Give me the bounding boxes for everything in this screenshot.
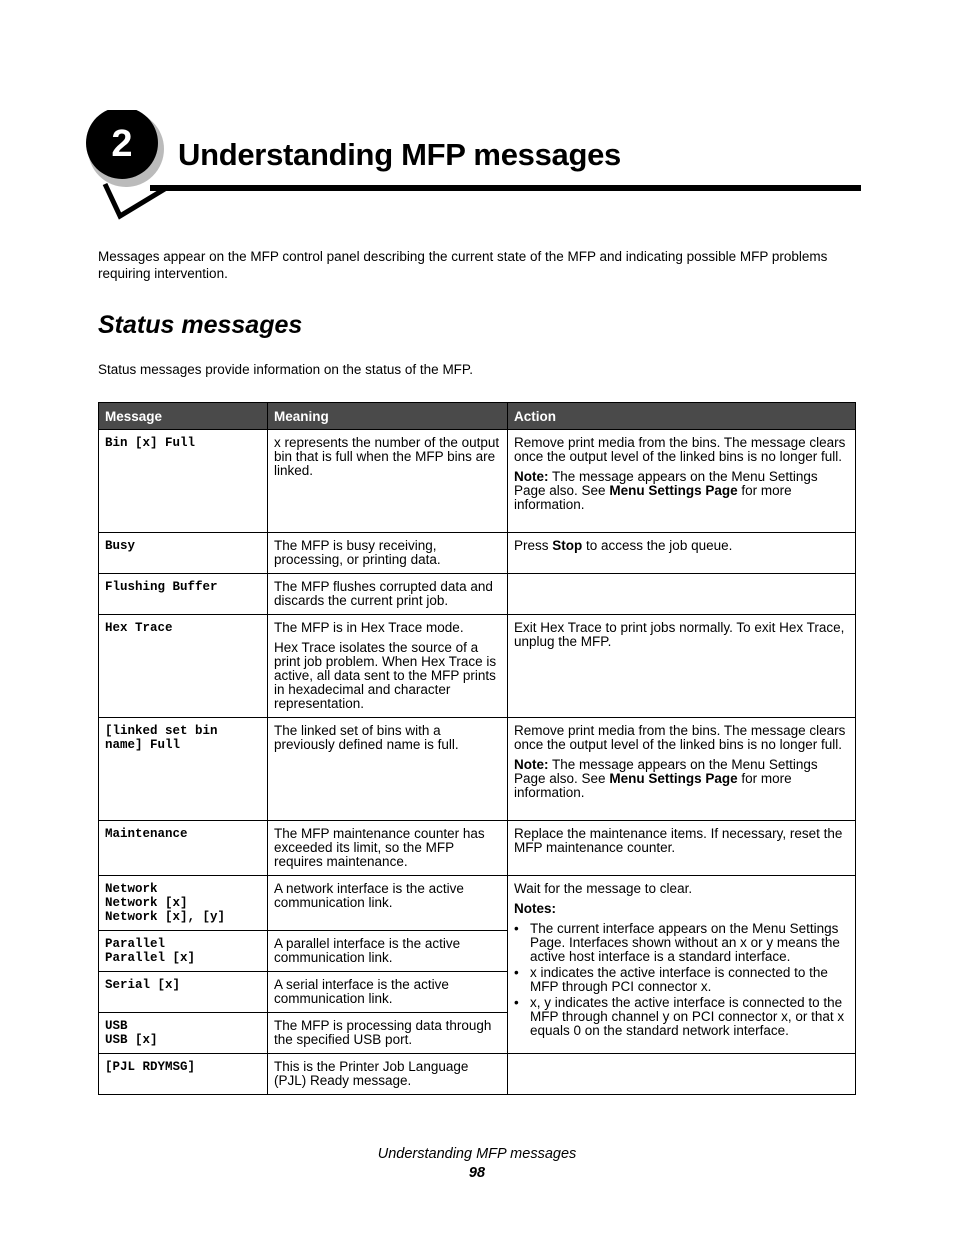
meaning-cell: The linked set of bins with a previously defined name is full.: [268, 718, 508, 821]
meaning-cell: A network interface is the active communication link.: [268, 876, 508, 931]
message-cell: Parallel Parallel [x]: [99, 931, 268, 972]
message-cell: Network Network [x] Network [x], [y]: [99, 876, 268, 931]
action-cell: [508, 574, 856, 615]
chapter-rule: [150, 185, 861, 191]
header-message: Message: [99, 403, 268, 430]
section-title: Status messages: [98, 311, 303, 339]
table-header-row: [99, 403, 856, 430]
action-cell: [508, 1054, 856, 1095]
meaning-cell: The MFP is processing data through the specified USB port.: [268, 1013, 508, 1054]
page-number: 98: [468, 1165, 486, 1181]
footer-title: Understanding MFP messages: [377, 1146, 577, 1162]
table-row: [99, 718, 856, 821]
message-cell: Serial [x]: [99, 972, 268, 1013]
action-cell: Remove print media from the bins. The message clears once the output level of the linked bins is no longer full. Note: The message appears on the Menu Settings Page also. See Menu Settings Page for more information.: [508, 430, 856, 533]
chapter-number-badge: [80, 110, 170, 220]
table-row: [99, 1054, 856, 1095]
message-cell: [linked set bin name] Full: [99, 718, 268, 821]
meaning-cell: The MFP maintenance counter has exceeded its limit, so the MFP requires maintenance.: [268, 821, 508, 876]
table-row: [99, 821, 856, 876]
list-item: • x, y indicates the active interface is connected to the MFP through channel y on PCI connector x, or that x equals 0 on the standard network interface.: [530, 996, 849, 1038]
header-action: Action: [508, 403, 856, 430]
list-item: • The current interface appears on the Menu Settings Page. Interfaces shown without an x or y means the active host interface is a standard interface.: [530, 922, 849, 964]
meaning-cell: This is the Printer Job Language (PJL) Ready message.: [268, 1054, 508, 1095]
notes-list: [514, 922, 849, 1038]
table-row: [99, 533, 856, 574]
message-cell: Flushing Buffer: [99, 574, 268, 615]
message-cell: Maintenance: [99, 821, 268, 876]
list-item: • x indicates the active interface is connected to the MFP through PCI connector x.: [530, 966, 849, 994]
section-intro: Status messages provide information on the status of the MFP.: [98, 362, 473, 377]
table-row: [99, 615, 856, 718]
header-meaning: Meaning: [268, 403, 508, 430]
meaning-cell: The MFP flushes corrupted data and discards the current print job.: [268, 574, 508, 615]
meaning-cell: A serial interface is the active communication link.: [268, 972, 508, 1013]
action-cell: Wait for the message to clear. Notes: • The current interface appears on the Menu Settings Page. Interfaces shown without an x or y means the active host interface is a standard interface. • x indicates the active interface is connected to the MFP through PCI connector x. • x, y indicates the active interface is connected to the MFP through channel y on PCI connector x, or that x equals 0 on the standard network interface.: [508, 876, 856, 1054]
chapter-number: 2: [111, 123, 133, 165]
table-row: [99, 876, 856, 931]
message-cell: [PJL RDYMSG]: [99, 1054, 268, 1095]
meaning-cell: A parallel interface is the active communication link.: [268, 931, 508, 972]
chapter-title: Understanding MFP messages: [178, 137, 621, 172]
message-cell: USB USB [x]: [99, 1013, 268, 1054]
intro-paragraph: Messages appear on the MFP control panel describing the current state of the MFP and indicating possible MFP problems requiring intervention.: [98, 249, 828, 281]
action-cell: Remove print media from the bins. The message clears once the output level of the linked bins is no longer full. Note: The message appears on the Menu Settings Page also. See Menu Settings Page for more information.: [508, 718, 856, 821]
action-cell: Press Stop to access the job queue.: [508, 533, 856, 574]
table-row: [99, 574, 856, 615]
table-row: [99, 430, 856, 533]
meaning-cell: x represents the number of the output bin that is full when the MFP bins are linked.: [268, 430, 508, 533]
message-cell: Hex Trace: [99, 615, 268, 718]
status-messages-table: [98, 402, 856, 1095]
message-cell: Bin [x] Full: [99, 430, 268, 533]
meaning-cell: The MFP is busy receiving, processing, or printing data.: [268, 533, 508, 574]
message-cell: Busy: [99, 533, 268, 574]
meaning-cell: The MFP is in Hex Trace mode. Hex Trace isolates the source of a print job problem. When Hex Trace is active, all data sent to the MFP prints in hexadecimal and character representation.: [268, 615, 508, 718]
action-cell: Replace the maintenance items. If necessary, reset the MFP maintenance counter.: [508, 821, 856, 876]
action-cell: Exit Hex Trace to print jobs normally. To exit Hex Trace, unplug the MFP.: [508, 615, 856, 718]
